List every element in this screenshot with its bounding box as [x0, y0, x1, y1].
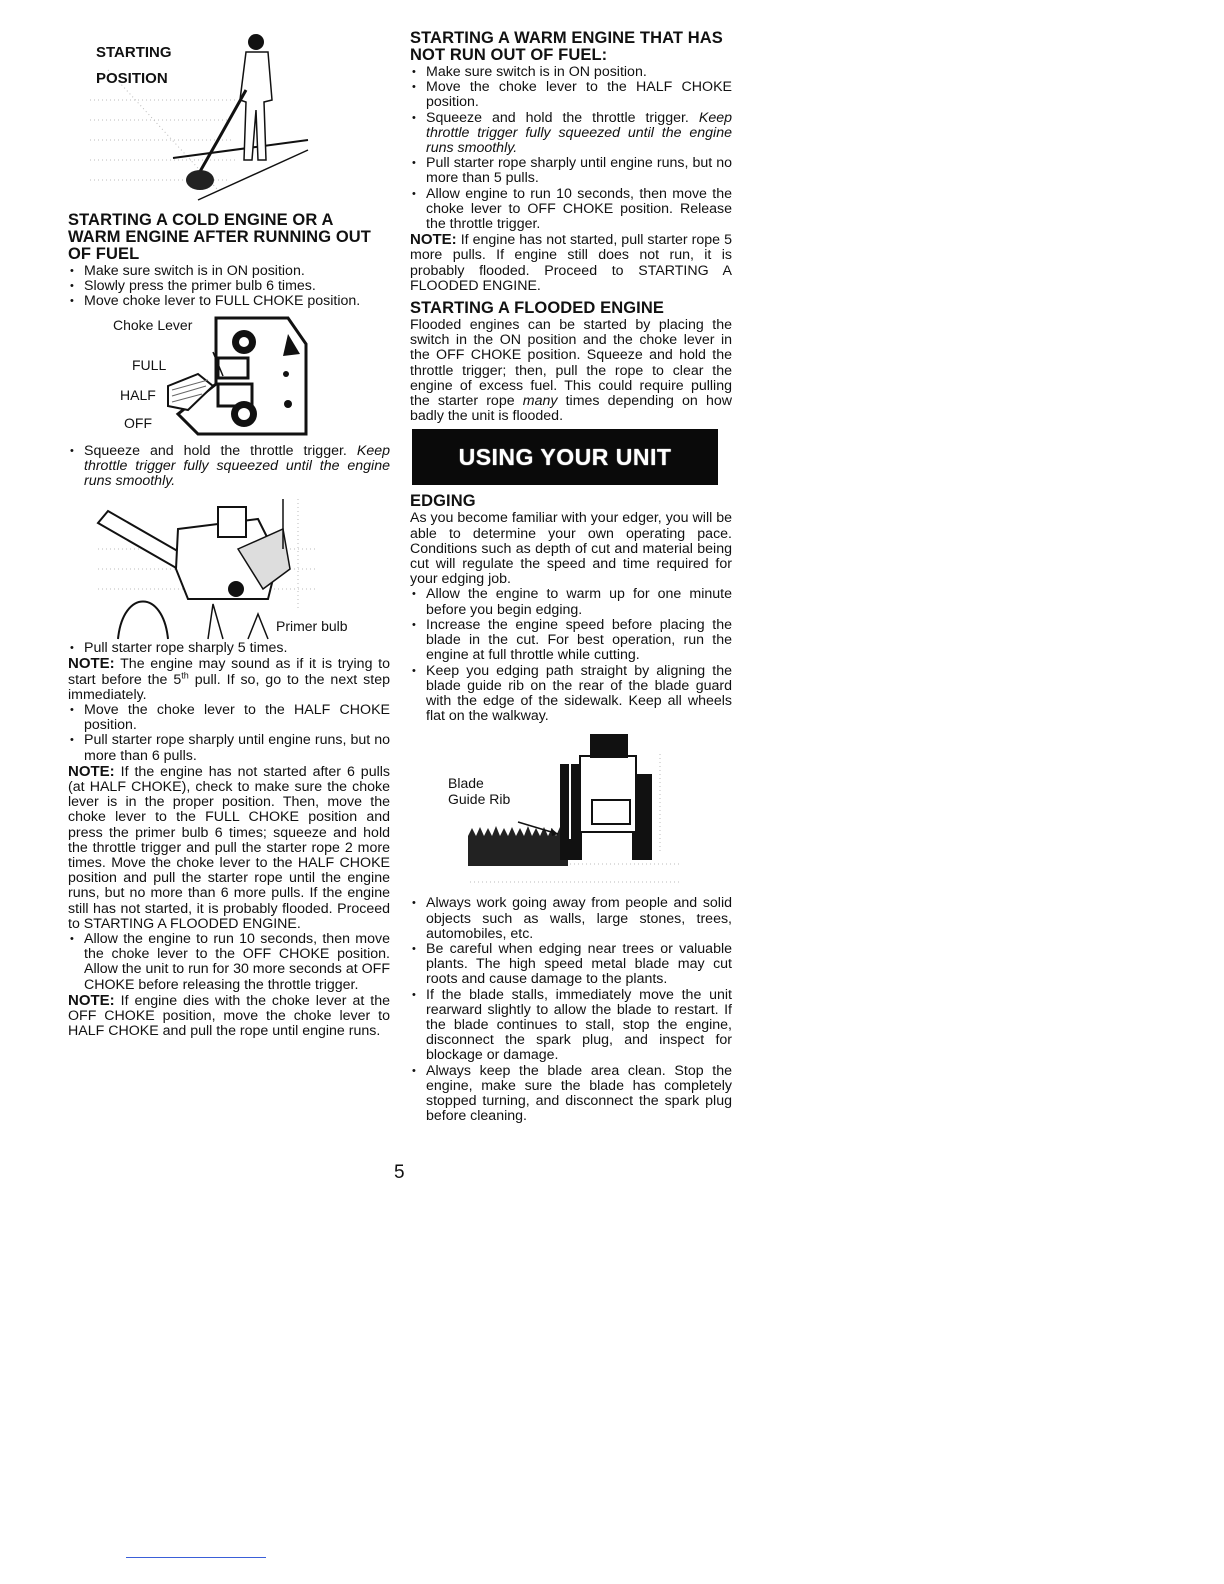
edger-rear-illustration	[410, 724, 732, 892]
note-text: pull. If so, go to the next step immediately.	[68, 671, 390, 703]
edging-heading: EDGING	[410, 492, 476, 511]
list-item: • Pull starter rope sharply 5 times.	[68, 641, 390, 656]
note-engine-dies	[68, 993, 390, 1040]
list-item: • Allow the engine to run 10 seconds, then move the choke lever to the OFF CHOKE position. Allow the unit to run for 30 more seconds at OFF CHOKE before releasing the throttle trigger.	[68, 932, 390, 993]
list-item: • If the blade stalls, immediately move the unit rearward slightly to allow the blade to restart. If the blade continues to stall, stop the engine, disconnect the spark plug, and inspect for blockage or damage.	[410, 988, 732, 1064]
list-item	[68, 444, 390, 490]
cold-engine-heading: STARTING A COLD ENGINE OR A WARM ENGINE AFTER RUNNING OUT OF FUEL	[68, 211, 371, 263]
list-item: • Make sure switch is in ON position.	[410, 65, 732, 80]
list-item: • Move the choke lever to the HALF CHOKE position.	[68, 703, 390, 733]
note-5th-pull	[68, 656, 390, 703]
list-item: • Pull starter rope sharply until engine runs, but no more than 6 pulls.	[68, 733, 390, 763]
list-item: • Increase the engine speed before placing the blade in the cut. For best operation, run the engine at full throttle while cutting.	[410, 618, 732, 664]
half-choke-label: HALF	[120, 386, 156, 403]
note-text: If the engine has not started after 6 pulls (at HALF CHOKE), check to make sure the choke lever is in the proper position. Then, move the choke lever to the FULL CHOKE position and press the primer bulb 6 times; squeeze and hold the throttle trigger and pull the starter rope 2 more times. Move the choke lever to the HALF CHOKE position and pull the starter rope until the engine runs, but no more than 6 more pulls. If the engine still has not started, it is probably flooded. Proceed to STARTING A FLOODED ENGINE.	[68, 763, 390, 932]
note-label: NOTE:	[68, 655, 115, 673]
choke-lever-illustration	[68, 314, 390, 442]
note-superscript: th	[181, 669, 189, 680]
paragraph-text: Flooded engines can be started by placing the switch in the ON position and the choke lever in the OFF CHOKE position. Squeeze and hold the throttle trigger; then, pull the rope to clear the engine of excess fuel. This could require pulling the starter rope	[410, 317, 732, 410]
flooded-engine-heading: STARTING A FLOODED ENGINE	[410, 299, 664, 318]
choke-lever-label: Choke Lever	[113, 316, 193, 333]
half-choke-steps	[68, 703, 390, 764]
blade-label: Blade	[448, 775, 484, 792]
primer-bulb-label: Primer bulb	[276, 618, 348, 635]
flooded-engine-text	[410, 318, 732, 424]
list-item: • Keep you edging path straight by aligning the blade guide rib on the rear of the blade guard with the edge of the sidewalk. Keep all wheels flat on the walkway.	[410, 664, 732, 725]
edging-intro: As you become familiar with your edger, you will be able to determine your own operating pace. Conditions such as depth of cut and material being cut will regulate the speed and time required for your edging job.	[410, 510, 732, 588]
squeeze-italic: Keep throttle trigger fully squeezed until the engine runs smoothly.	[426, 109, 732, 157]
banner-title: USING YOUR UNIT	[458, 443, 672, 470]
list-item: • Make sure switch is in ON position.	[68, 264, 390, 279]
edging-steps	[410, 587, 732, 724]
choke-lever-figure	[68, 314, 390, 442]
off-choke-label: OFF	[124, 414, 152, 431]
cold-engine-steps	[68, 264, 390, 310]
footer-rule	[126, 1557, 266, 1558]
note-label: NOTE:	[68, 991, 115, 1009]
list-item: • Move choke lever to FULL CHOKE position.	[68, 294, 390, 309]
squeeze-text: Squeeze and hold the throttle trigger.	[426, 109, 689, 126]
paragraph-text: times depending on how badly the unit is flooded.	[410, 393, 732, 425]
note-not-started	[410, 232, 732, 294]
list-item: • Be careful when edging near trees or valuable plants. The high speed metal blade may cut roots and cause damage to the plants.	[410, 942, 732, 988]
starting-position-label: STARTING POSITION	[96, 44, 172, 87]
pull-step	[68, 641, 390, 656]
list-item: • Move the choke lever to the HALF CHOKE position.	[410, 80, 732, 110]
note-text: If engine has not started, pull starter rope 5 more pulls. If engine still does not run, it is probably flooded. Proceed to STARTING A FLOODED ENGINE.	[410, 232, 732, 294]
full-choke-label: FULL	[132, 356, 167, 373]
blade-guide-rib-figure	[410, 724, 732, 892]
guide-rib-label: Guide Rib	[448, 791, 511, 808]
note-text: The engine may sound as if it is trying to start before the 5	[68, 656, 391, 688]
list-item: • Allow the engine to warm up for one minute before you begin edging.	[410, 587, 732, 617]
note-6-pulls	[68, 764, 390, 932]
note-label: NOTE:	[68, 762, 115, 780]
right-column	[410, 30, 732, 1124]
list-item: • Allow engine to run 10 seconds, then move the choke lever to OFF CHOKE position. Release the throttle trigger.	[410, 187, 732, 233]
warm-engine-heading: STARTING A WARM ENGINE THAT HAS NOT RUN OUT OF FUEL:	[410, 29, 723, 64]
page-number: 5	[394, 1162, 405, 1183]
squeeze-text: Squeeze and hold the throttle trigger.	[84, 442, 347, 459]
list-item	[410, 111, 732, 157]
note-text: If engine dies with the choke lever at the OFF CHOKE position, move the choke lever to HALF CHOKE and pull the rope until engine runs.	[68, 992, 390, 1040]
list-item: • Always keep the blade area clean. Stop the engine, make sure the blade has completely stopped turning, and disconnect the spark plug before cleaning.	[410, 1064, 732, 1125]
squeeze-step	[68, 444, 390, 490]
off-choke-step	[68, 932, 390, 993]
list-item: • Slowly press the primer bulb 6 times.	[68, 279, 390, 294]
edging-safety-steps	[410, 896, 732, 1124]
warm-engine-steps	[410, 65, 732, 232]
list-item: • Always work going away from people and solid objects such as walls, large stones, trees, automobiles, etc.	[410, 896, 732, 942]
list-item: • Pull starter rope sharply until engine runs, but no more than 5 pulls.	[410, 156, 732, 186]
section-banner	[412, 429, 718, 485]
squeeze-italic: Keep throttle trigger fully squeezed until the engine runs smoothly.	[84, 442, 390, 490]
starting-position-figure	[68, 30, 390, 206]
emphasis-text: many	[522, 393, 558, 410]
primer-bulb-figure	[68, 489, 390, 641]
note-label: NOTE:	[410, 231, 457, 249]
left-column	[68, 30, 390, 1040]
